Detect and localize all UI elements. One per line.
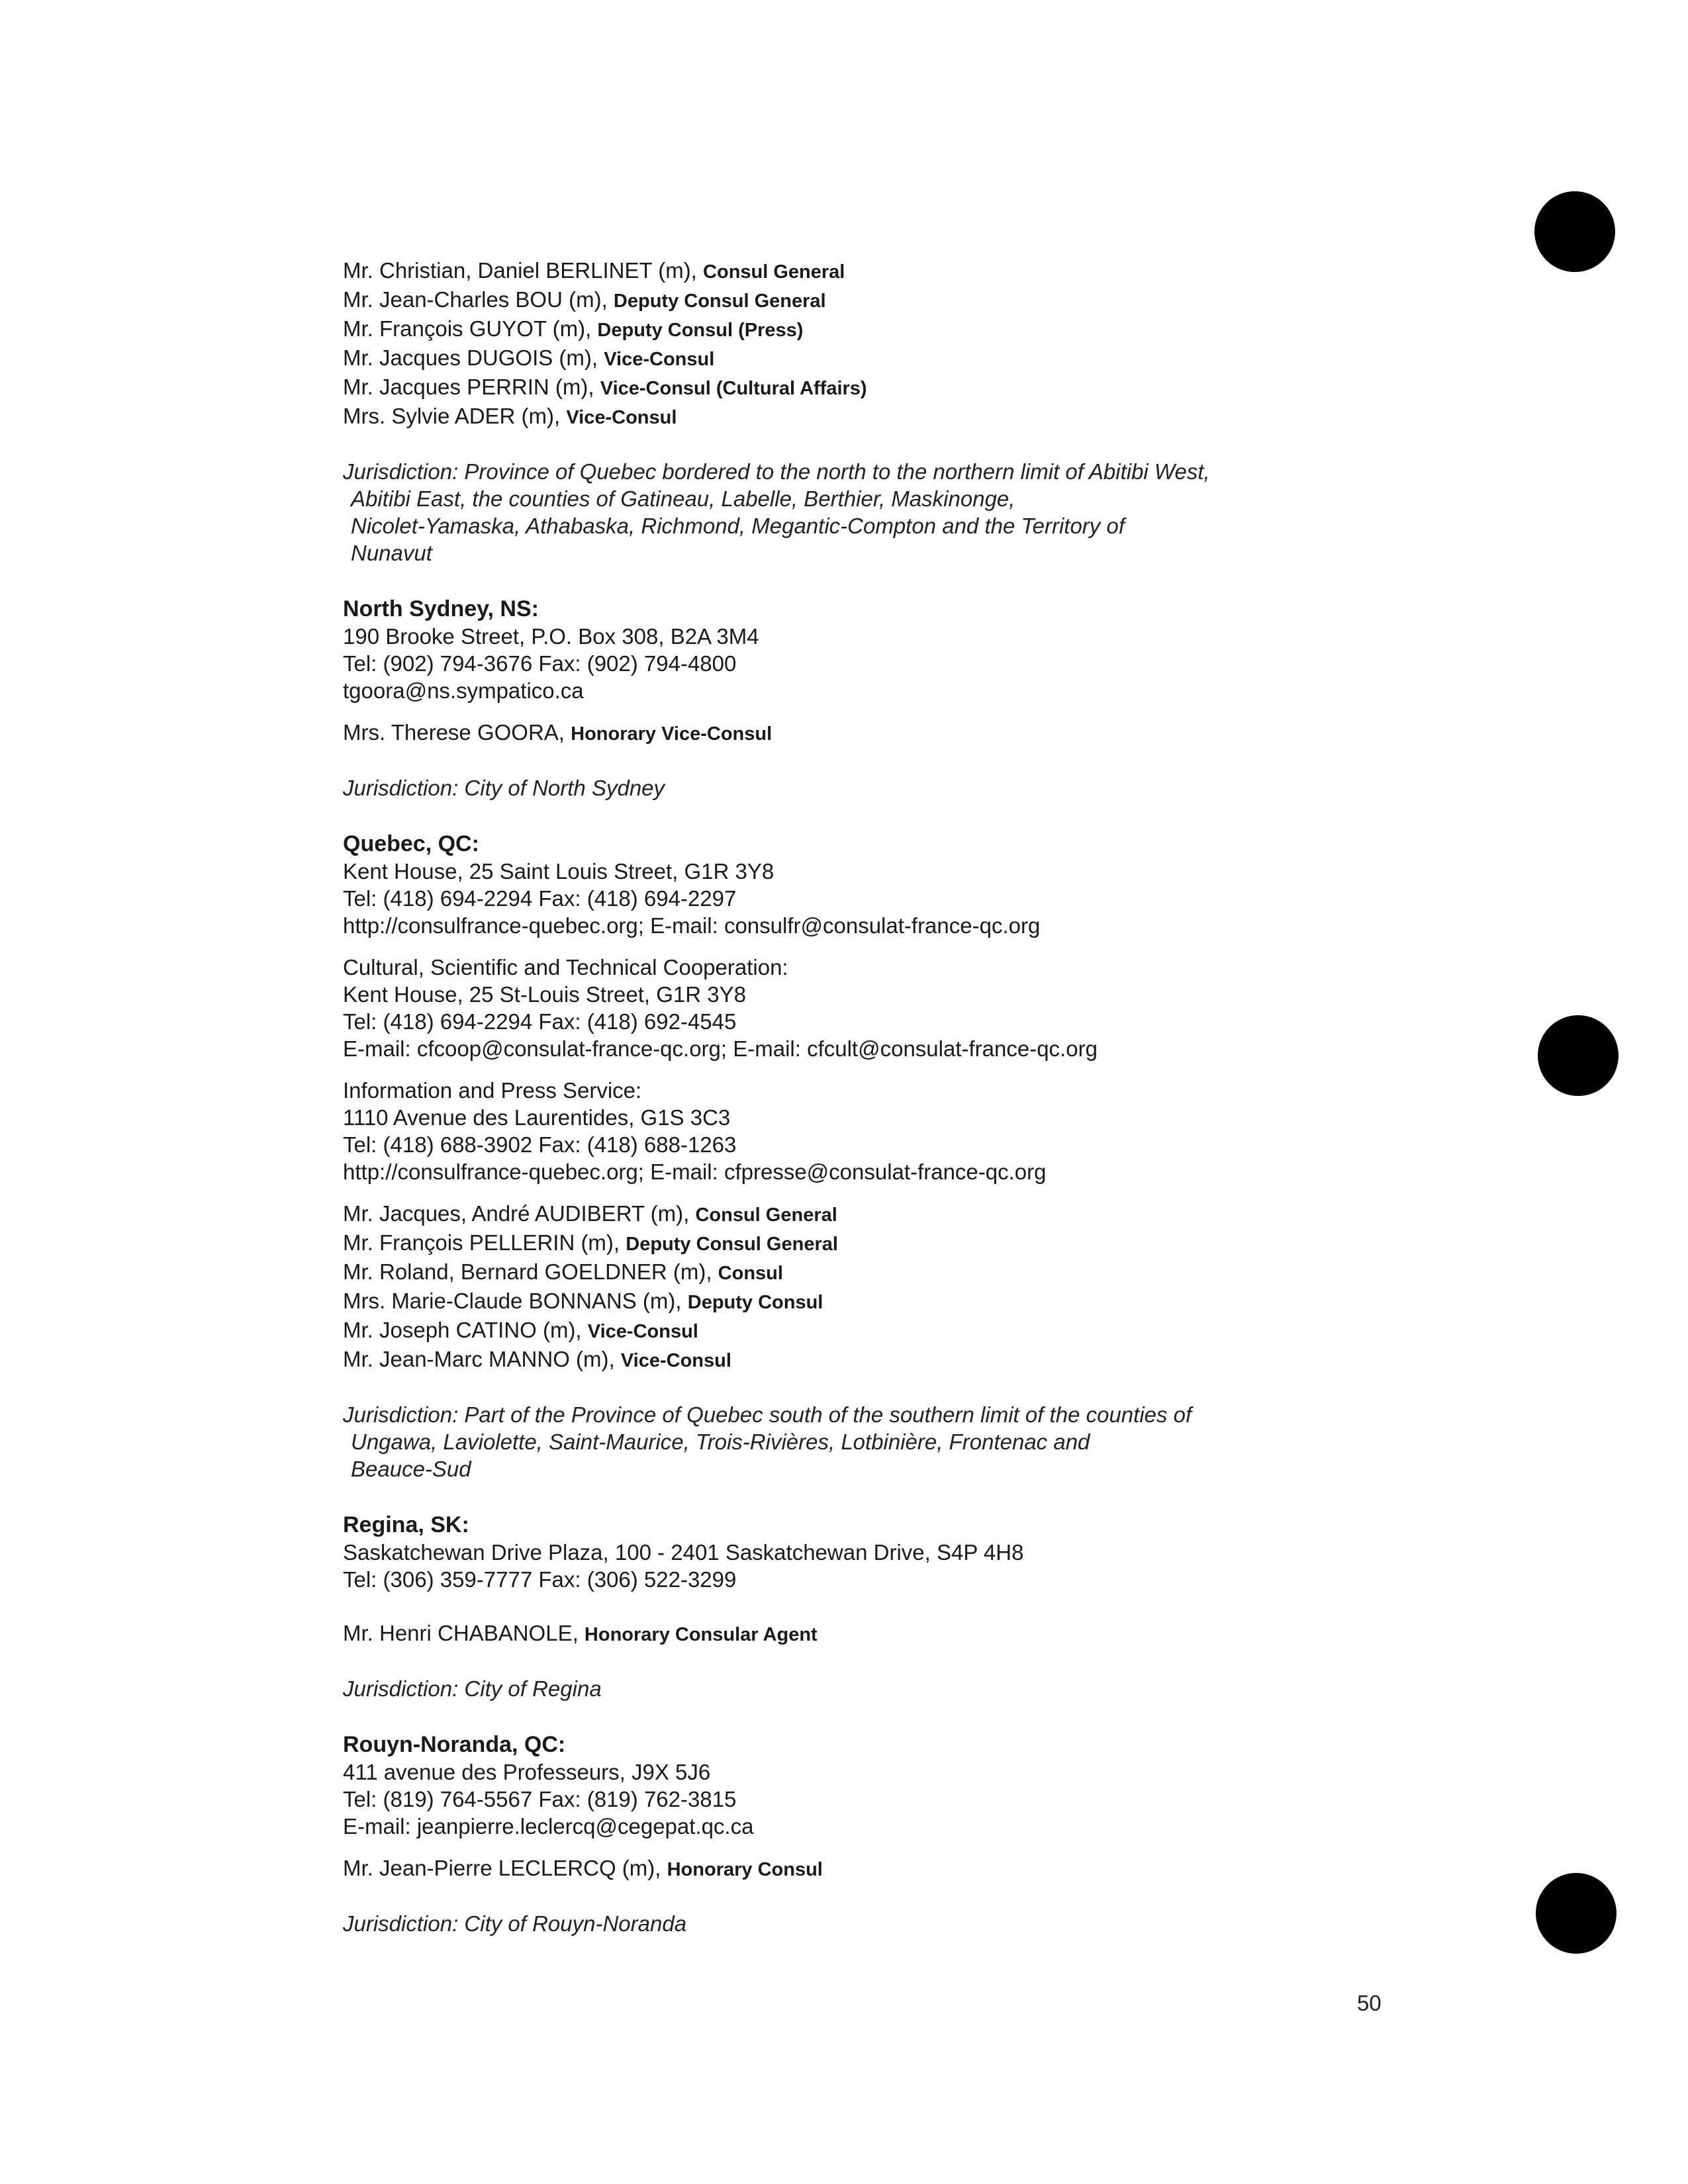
section-north-sydney (343, 596, 1468, 801)
staff-role: Vice-Consul (Cultural Affairs) (600, 378, 867, 399)
staff-role: Honorary Consul (667, 1859, 823, 1880)
staff-name: Mr. Christian, Daniel BERLINET (m), (343, 258, 697, 283)
staff-entry (343, 286, 1468, 315)
jurisdiction-line: Jurisdiction: Part of the Province of Quebec south of the southern limit of the counties of (343, 1402, 1192, 1427)
section-heading: Rouyn-Noranda, QC: (343, 1732, 566, 1757)
address: Kent House, 25 Saint Louis Street, G1R 3Y8 (343, 859, 774, 884)
staff-name: Mr. Jean-Marc MANNO (m), (343, 1347, 615, 1371)
section-heading: Quebec, QC: (343, 831, 479, 856)
section-rouyn-noranda (343, 1731, 1468, 1937)
staff-name: Mr. Jean-Pierre LECLERCQ (m), (343, 1856, 661, 1880)
staff-role: Deputy Consul (Press) (597, 320, 804, 341)
cultural-title: Cultural, Scientific and Technical Cooperation: (343, 955, 788, 979)
staff-name: Mrs. Marie-Claude BONNANS (m), (343, 1289, 682, 1313)
section-heading: Regina, SK: (343, 1512, 469, 1537)
staff-role: Deputy Consul General (626, 1234, 838, 1255)
consulate-listing (343, 257, 1468, 1937)
jurisdiction: Jurisdiction: City of Rouyn-Noranda (343, 1911, 687, 1936)
staff-name: Mr. François PELLERIN (m), (343, 1230, 620, 1255)
staff-role: Consul (718, 1263, 783, 1284)
staff-name: Mr. Joseph CATINO (m), (343, 1318, 582, 1342)
staff-role: Consul General (695, 1205, 837, 1226)
jurisdiction-line: Nunavut (351, 541, 432, 565)
jurisdiction-line: Beauce-Sud (351, 1457, 471, 1481)
staff-name: Mr. Jacques, André AUDIBERT (m), (343, 1201, 690, 1226)
jurisdiction-line: Jurisdiction: Province of Quebec bordered to the north to the northern limit of Abitibi West, (343, 459, 1210, 484)
staff-entry (343, 257, 1468, 286)
staff-entry (343, 1287, 1468, 1316)
cultural-email: E-mail: cfcoop@consulat-france-qc.org; E-mail: cfcult@consulat-france-qc.org (343, 1036, 1098, 1061)
staff-entry (343, 1258, 1468, 1287)
phone-fax: Tel: (306) 359-7777 Fax: (306) 522-3299 (343, 1567, 737, 1592)
jurisdiction: Jurisdiction: City of Regina (343, 1676, 602, 1701)
staff-name: Mrs. Sylvie ADER (m), (343, 404, 561, 428)
address: 190 Brooke Street, P.O. Box 308, B2A 3M4 (343, 624, 759, 649)
staff-role: Consul General (703, 261, 845, 283)
cultural-address: Kent House, 25 St-Louis Street, G1R 3Y8 (343, 982, 747, 1007)
staff-name: Mr. Henri CHABANOLE, (343, 1621, 579, 1645)
phone-fax: Tel: (418) 694-2294 Fax: (418) 694-2297 (343, 886, 737, 911)
press-address: 1110 Avenue des Laurentides, G1S 3C3 (343, 1105, 731, 1130)
press-title: Information and Press Service: (343, 1078, 642, 1103)
montreal-jurisdiction (343, 458, 1303, 567)
staff-entry (343, 1619, 1468, 1649)
punch-hole-bottom (1536, 1873, 1617, 1954)
staff-name: Mrs. Therese GOORA, (343, 720, 565, 745)
section-heading: North Sydney, NS: (343, 596, 539, 621)
staff-role: Vice-Consul (620, 1350, 731, 1371)
staff-entry (343, 1345, 1468, 1375)
punch-hole-top (1534, 191, 1615, 272)
web-email: http://consulfrance-quebec.org; E-mail: consulfr@consulat-france-qc.org (343, 913, 1041, 938)
staff-name: Mr. Jean-Charles BOU (m), (343, 287, 608, 312)
staff-role: Honorary Vice-Consul (571, 723, 773, 745)
jurisdiction (343, 1401, 1303, 1482)
jurisdiction-line: Ungawa, Laviolette, Saint-Maurice, Trois-Rivières, Lotbinière, Frontenac and (351, 1430, 1090, 1454)
jurisdiction-line: Abitibi East, the counties of Gatineau, Labelle, Berthier, Maskinonge, (351, 486, 1015, 511)
staff-name: Mr. François GUYOT (m), (343, 316, 592, 341)
staff-entry (343, 1229, 1468, 1258)
section-regina (343, 1512, 1468, 1702)
staff-entry (343, 315, 1468, 344)
jurisdiction-line: Nicolet-Yamaska, Athabaska, Richmond, Megantic-Compton and the Territory of (351, 514, 1125, 538)
staff-entry (343, 719, 1468, 748)
staff-entry (343, 1200, 1468, 1229)
email: tgoora@ns.sympatico.ca (343, 678, 584, 703)
staff-entry (343, 402, 1468, 432)
staff-name: Mr. Jacques PERRIN (m), (343, 375, 594, 399)
montreal-staff-list (343, 257, 1468, 432)
staff-name: Mr. Roland, Bernard GOELDNER (m), (343, 1259, 712, 1284)
staff-entry (343, 344, 1468, 373)
staff-entry (343, 1316, 1468, 1345)
address: 411 avenue des Professeurs, J9X 5J6 (343, 1760, 711, 1784)
staff-entry (343, 1854, 1468, 1884)
section-quebec (343, 831, 1468, 1482)
address: Saskatchewan Drive Plaza, 100 - 2401 Saskatchewan Drive, S4P 4H8 (343, 1540, 1024, 1565)
phone-fax: Tel: (819) 764-5567 Fax: (819) 762-3815 (343, 1787, 737, 1811)
staff-role: Vice-Consul (566, 407, 677, 428)
press-phone-fax: Tel: (418) 688-3902 Fax: (418) 688-1263 (343, 1132, 737, 1157)
staff-name: Mr. Jacques DUGOIS (m), (343, 345, 598, 370)
press-web-email: http://consulfrance-quebec.org; E-mail: cfpresse@consulat-france-qc.org (343, 1160, 1047, 1184)
cultural-phone-fax: Tel: (418) 694-2294 Fax: (418) 692-4545 (343, 1009, 737, 1034)
staff-role: Vice-Consul (587, 1321, 698, 1342)
staff-entry (343, 373, 1468, 402)
staff-role: Honorary Consular Agent (584, 1624, 818, 1645)
phone-fax: Tel: (902) 794-3676 Fax: (902) 794-4800 (343, 651, 737, 676)
jurisdiction: Jurisdiction: City of North Sydney (343, 776, 665, 800)
email: E-mail: jeanpierre.leclercq@cegepat.qc.ca (343, 1814, 754, 1839)
staff-role: Vice-Consul (604, 349, 715, 370)
staff-role: Deputy Consul (687, 1292, 823, 1313)
staff-role: Deputy Consul General (613, 291, 826, 312)
page-number: 50 (1357, 1991, 1382, 2015)
punch-hole-middle (1538, 1015, 1618, 1096)
